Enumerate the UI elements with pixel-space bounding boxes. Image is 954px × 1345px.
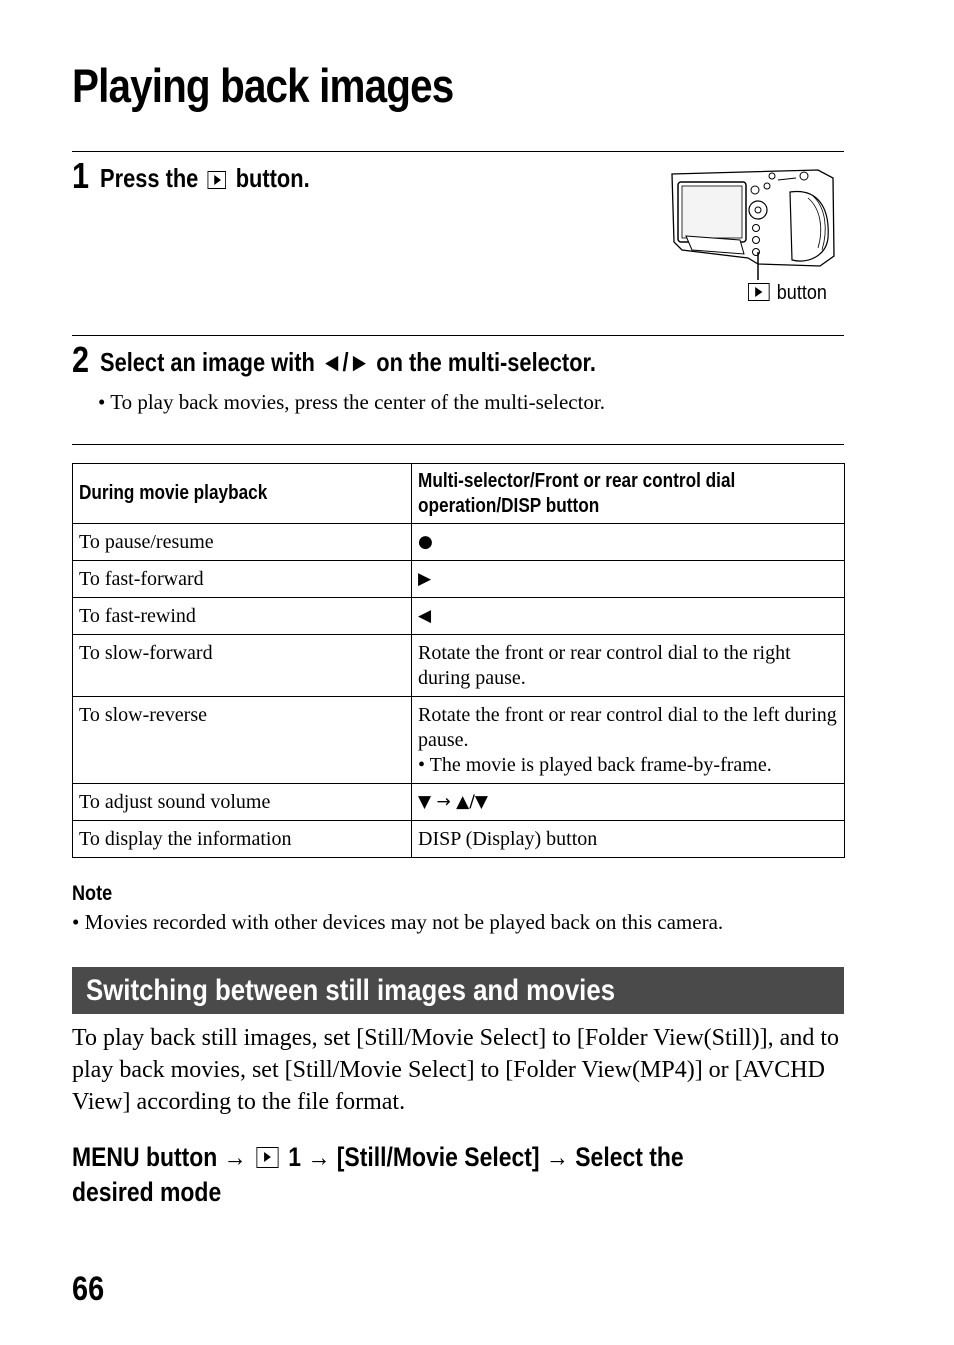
- table-cell-operation: ●: [412, 524, 845, 561]
- step-1-number: 1: [72, 155, 90, 196]
- step-2-number: 2: [72, 339, 90, 380]
- section-heading-bar: [72, 967, 844, 1014]
- camera-caption: [748, 282, 827, 305]
- menu-path-part-2: 1 → [Still/Movie Select] → Select the: [288, 1142, 684, 1172]
- camera-illustration: [668, 168, 838, 280]
- step-1-text-after: button.: [235, 163, 310, 193]
- table-cell-action: To slow-reverse: [73, 697, 412, 784]
- table-cell-action: To pause/resume: [73, 524, 412, 561]
- table-cell-operation: Rotate the front or rear control dial to the right during pause.: [412, 635, 845, 697]
- divider: [72, 151, 844, 152]
- table-row: [73, 635, 845, 697]
- page-number: 66: [72, 1270, 105, 1308]
- camera-caption-text: button: [776, 282, 827, 304]
- table-header-cell: Multi-selector/Front or rear control dial operation/DISP button: [412, 464, 845, 524]
- step-2-bullet: • To play back movies, press the center of the multi-selector.: [98, 390, 606, 414]
- table-cell-action: To display the information: [73, 821, 412, 858]
- note-text: • Movies recorded with other devices may not be played back on this camera.: [72, 910, 724, 934]
- playback-operations-table: [72, 463, 845, 858]
- step-1-text-before: Press the: [100, 163, 199, 193]
- table-cell-action: To adjust sound volume: [73, 784, 412, 821]
- menu-path-line-1: [72, 1142, 684, 1173]
- table-cell-action: To fast-rewind: [73, 598, 412, 635]
- table-cell-operation: ▶: [412, 561, 845, 598]
- section-paragraph: To play back still images, set [Still/Movie Select] to [Folder View(Still)], and to play back movies, set [Still/Movie Select] to [Folder View(MP4)] or [AVCHD View] according to the file format.: [72, 1025, 839, 1115]
- table-cell-action: To fast-forward: [73, 561, 412, 598]
- table-row: [73, 697, 845, 784]
- page-title: Playing back images: [72, 59, 454, 112]
- table-row: [73, 524, 845, 561]
- play-button-icon: [256, 1147, 278, 1168]
- table-header-row: [73, 464, 845, 524]
- table-cell-action: To slow-forward: [73, 635, 412, 697]
- divider: [72, 444, 844, 445]
- section-heading: Switching between still images and movies: [86, 974, 616, 1007]
- table-header-cell: During movie playback: [73, 464, 412, 524]
- table-row: [73, 821, 845, 858]
- table-cell-operation: [412, 697, 845, 784]
- table-row: [73, 561, 845, 598]
- note-heading: Note: [72, 882, 113, 905]
- play-button-icon: [208, 171, 226, 189]
- table-cell-sub-bullet: • The movie is played back frame-by-frame.: [418, 754, 772, 776]
- step-2-text: Select an image with ◄/► on the multi-selector.: [100, 347, 596, 377]
- divider: [72, 335, 844, 336]
- table-row: [73, 598, 845, 635]
- table-cell-operation-text: Rotate the front or rear control dial to the left during pause.: [418, 704, 837, 751]
- play-button-icon: [748, 283, 770, 301]
- table-cell-operation: ◀: [412, 598, 845, 635]
- menu-path-line-2: desired mode: [72, 1177, 222, 1207]
- table-cell-operation: DISP (Display) button: [412, 821, 845, 858]
- table-cell-operation: ▼ → ▲/▼: [412, 784, 845, 821]
- table-row: [73, 784, 845, 821]
- step-1-text: [100, 163, 310, 193]
- menu-path-part-1: MENU button →: [72, 1142, 247, 1172]
